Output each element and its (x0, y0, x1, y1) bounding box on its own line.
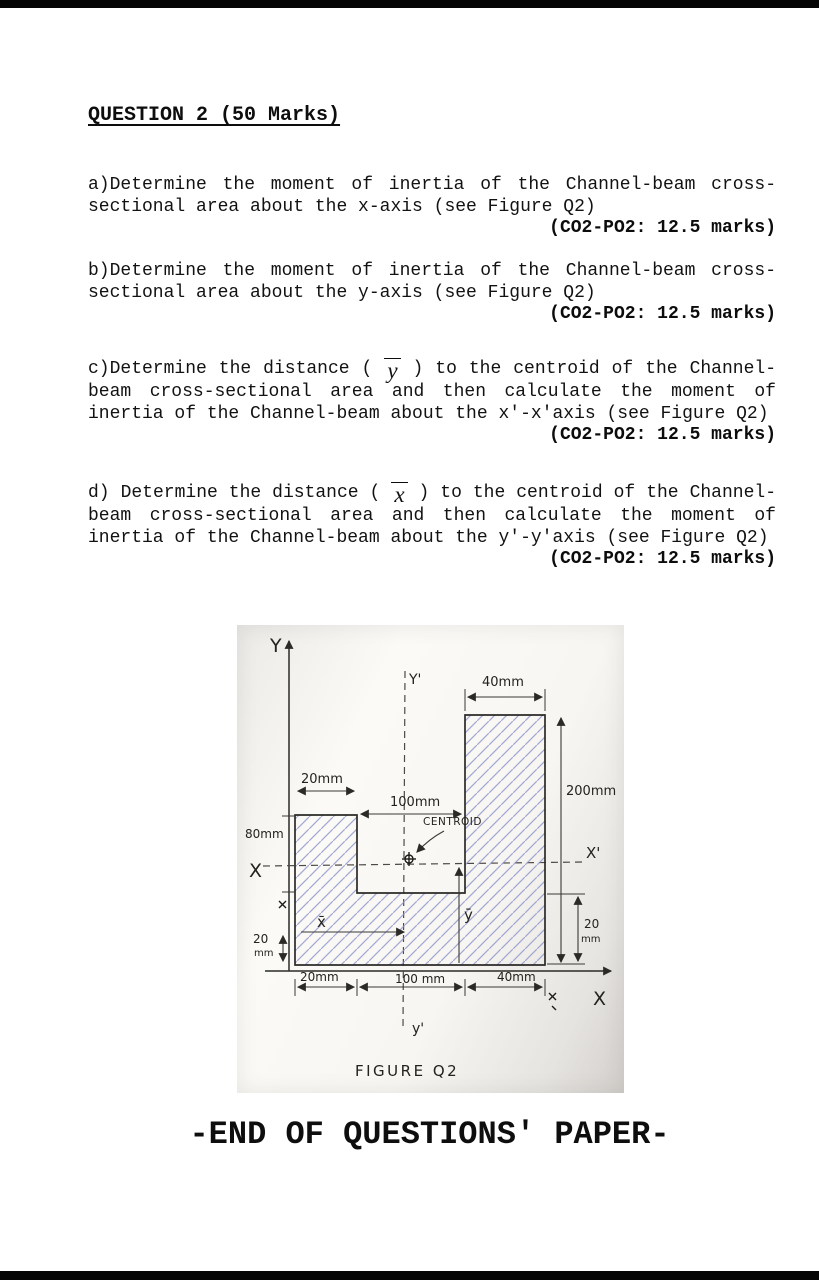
question-d (88, 482, 776, 571)
centroid-label: CENTROID (423, 816, 482, 828)
question-d-text-pre: d) Determine the distance ( (88, 483, 392, 503)
dim-100-top-label: 100mm (390, 795, 441, 810)
dim-20-right-label-num: 20 (584, 917, 600, 931)
x-axis-label: X (593, 988, 607, 1010)
x-prime-left-label: X (249, 860, 263, 882)
y-prime-bottom-label: y' (412, 1021, 425, 1037)
question-heading: QUESTION 2 (50 Marks) (88, 104, 341, 127)
x-prime-right-label: X' (586, 844, 601, 862)
centroid-arrow (417, 831, 444, 852)
dim-200-label: 200mm (566, 784, 617, 799)
dim-20-top-label: 20mm (301, 772, 343, 787)
dim-20-left-label-num: 20 (253, 932, 269, 946)
x-bar-label: x̄ (317, 913, 326, 931)
bottom-black-bar (0, 1271, 819, 1280)
dim-40-bottom-label: 40mm (497, 970, 536, 984)
dim-20-bottom-label: 20mm (300, 970, 339, 984)
dim-100-bottom-label: 100 mm (395, 972, 446, 986)
y-bar-label: ȳ (464, 906, 473, 924)
figure-q2-photo (237, 625, 624, 1093)
question-c-text-pre: c)Determine the distance ( (88, 359, 385, 379)
question-c (88, 358, 776, 447)
dim-20-right-label-unit: mm (581, 934, 601, 945)
figure-caption: FIGURE Q2 (355, 1062, 460, 1080)
question-c-marks: (CO2-PO2: 12.5 marks) (549, 425, 776, 445)
channel-cross-section (295, 715, 545, 965)
question-d-marks: (CO2-PO2: 12.5 marks) (549, 549, 776, 569)
y-bar-symbol: y (384, 358, 400, 382)
x-bar-symbol: x (391, 482, 407, 506)
question-d-text-post: ) to the centroid of the Channel-beam cross-sectional area and then calculate the moment of inertia of the Channel-beam about the y'-y'axis (see Figure Q2) (88, 483, 776, 548)
top-black-bar (0, 0, 819, 8)
question-c-text-post: ) to the centroid of the Channel-beam cross-sectional area and then calculate the moment of inertia of the Channel-beam about the x'-x'axis (see Figure Q2) (88, 359, 776, 424)
dim-40-top-label: 40mm (482, 675, 524, 690)
dim-80-label: 80mm (245, 827, 284, 841)
y-prime-top-label: Y' (409, 672, 422, 688)
y-axis-label: Y (270, 635, 282, 657)
question-a-text: a)Determine the moment of inertia of the Channel-beam cross-sectional area about the x-axis (see Figure Q2) (88, 175, 776, 217)
question-b-text: b)Determine the moment of inertia of the Channel-beam cross-sectional area about the y-axis (see Figure Q2) (88, 261, 776, 303)
dim-20-left-label-unit: mm (254, 948, 274, 959)
question-b (88, 261, 776, 326)
question-a-marks: (CO2-PO2: 12.5 marks) (549, 218, 776, 238)
question-b-marks: (CO2-PO2: 12.5 marks) (549, 304, 776, 324)
end-of-paper-text: -END OF QUESTIONS' PAPER- (189, 1116, 670, 1153)
figure-q2-drawing (237, 625, 624, 1093)
question-a (88, 175, 776, 240)
